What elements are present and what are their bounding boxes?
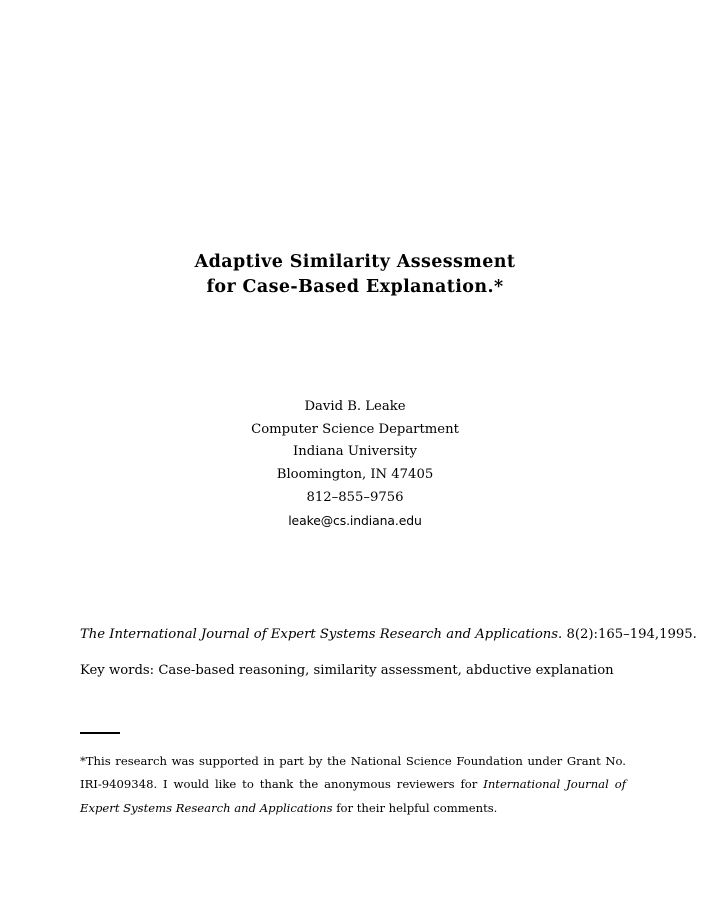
publication-info (80, 626, 697, 680)
keywords-terms: Case-based reasoning, similarity assessment, abductive explanation (158, 663, 614, 678)
journal-volume-pages: 8(2):165–194,1995. (566, 627, 697, 642)
footnote-text (80, 750, 626, 821)
author-address: Bloomington, IN 47405 (276, 467, 434, 483)
title-line-2-text: for Case-Based Explanation. (206, 277, 494, 297)
footnote-separator-rule (80, 732, 120, 734)
keywords-label: Key words: (80, 663, 155, 678)
author-block (0, 396, 710, 532)
title-line-2 (0, 275, 710, 300)
footnote-marker: * (80, 753, 86, 768)
author-phone: 812–855–9756 (306, 489, 404, 505)
title-footnote-marker: * (494, 277, 504, 297)
author-name: David B. Leake (304, 399, 406, 414)
paper-title (0, 250, 710, 300)
footnote-block (80, 732, 626, 820)
journal-citation (80, 626, 697, 644)
keywords-line (80, 662, 631, 680)
author-email: leake@cs.indiana.edu (288, 512, 422, 528)
author-institution: Indiana University (293, 444, 417, 460)
journal-name: The International Journal of Expert Systems Research and Applications. (80, 627, 563, 642)
footnote-journal-name: International Journal of Expert Systems Research and Applications (80, 777, 626, 815)
footnote-part-2: for their helpful comments. (332, 800, 498, 815)
footnote-part-1: This research was supported in part by the National Science Foundation under Grant No. IRI-9409348. I would like to thank the anonymous reviewers for (80, 753, 626, 792)
author-department: Computer Science Department (251, 421, 459, 437)
title-line-1: Adaptive Similarity Assessment (194, 252, 516, 272)
